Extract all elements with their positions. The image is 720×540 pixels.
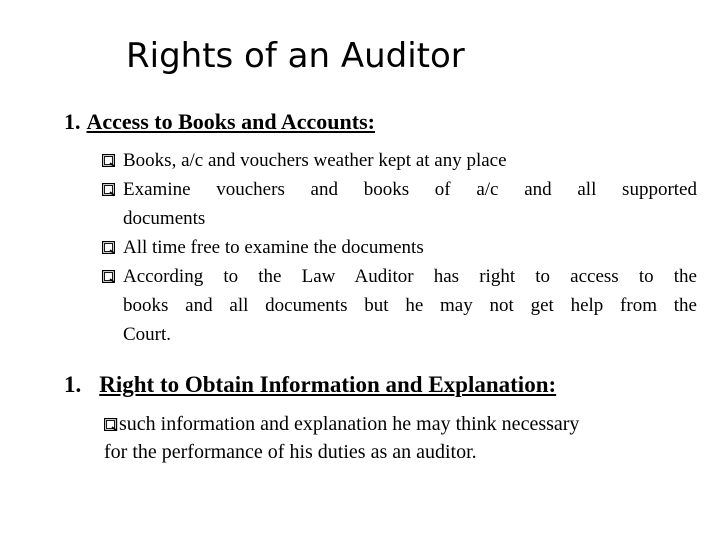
bullet-text-line: documents: [123, 208, 206, 229]
section-1-heading: [64, 109, 375, 135]
bullet-text: Books, a/c and vouchers weather kept at any place: [123, 150, 507, 171]
checkbox-q-icon: [102, 241, 114, 253]
bullet-text: All time free to examine the documents: [123, 237, 424, 258]
bullet-text-line: Examine vouchers and books of a/c and all supported: [123, 179, 697, 200]
bullet-text-line: books and all documents but he may not get help from the: [123, 295, 697, 316]
list-item: [101, 175, 697, 204]
list-item: [101, 146, 697, 175]
bullet-text-line: Court.: [123, 324, 172, 345]
checkbox-q-icon: [102, 183, 114, 195]
bullet-text-line: According to the Law Auditor has right to access to the: [123, 266, 697, 287]
section-2-heading: [64, 372, 556, 398]
slide-title: Rights of an Auditor: [126, 36, 465, 76]
paragraph-text: such information and explanation he may think necessary: [119, 413, 580, 435]
section-number: 1.: [64, 109, 81, 134]
section-2-paragraph: [104, 410, 684, 466]
paragraph-text: for the performance of his duties as an auditor.: [104, 441, 477, 463]
section-number: 1.: [64, 372, 82, 397]
checkbox-q-icon: [104, 411, 118, 424]
list-item-continuation: [101, 291, 697, 320]
paragraph-line: [104, 410, 684, 438]
section-title: Access to Books and Accounts:: [86, 109, 375, 134]
list-item: [101, 262, 697, 291]
bullet-list: [101, 146, 697, 349]
list-item: [101, 233, 697, 262]
list-item-continuation: [101, 320, 697, 349]
section-title: Right to Obtain Information and Explanation:: [99, 372, 557, 397]
paragraph-line: [104, 438, 684, 466]
checkbox-q-icon: [102, 154, 114, 166]
list-item-continuation: [101, 204, 697, 233]
checkbox-q-icon: [102, 270, 114, 282]
